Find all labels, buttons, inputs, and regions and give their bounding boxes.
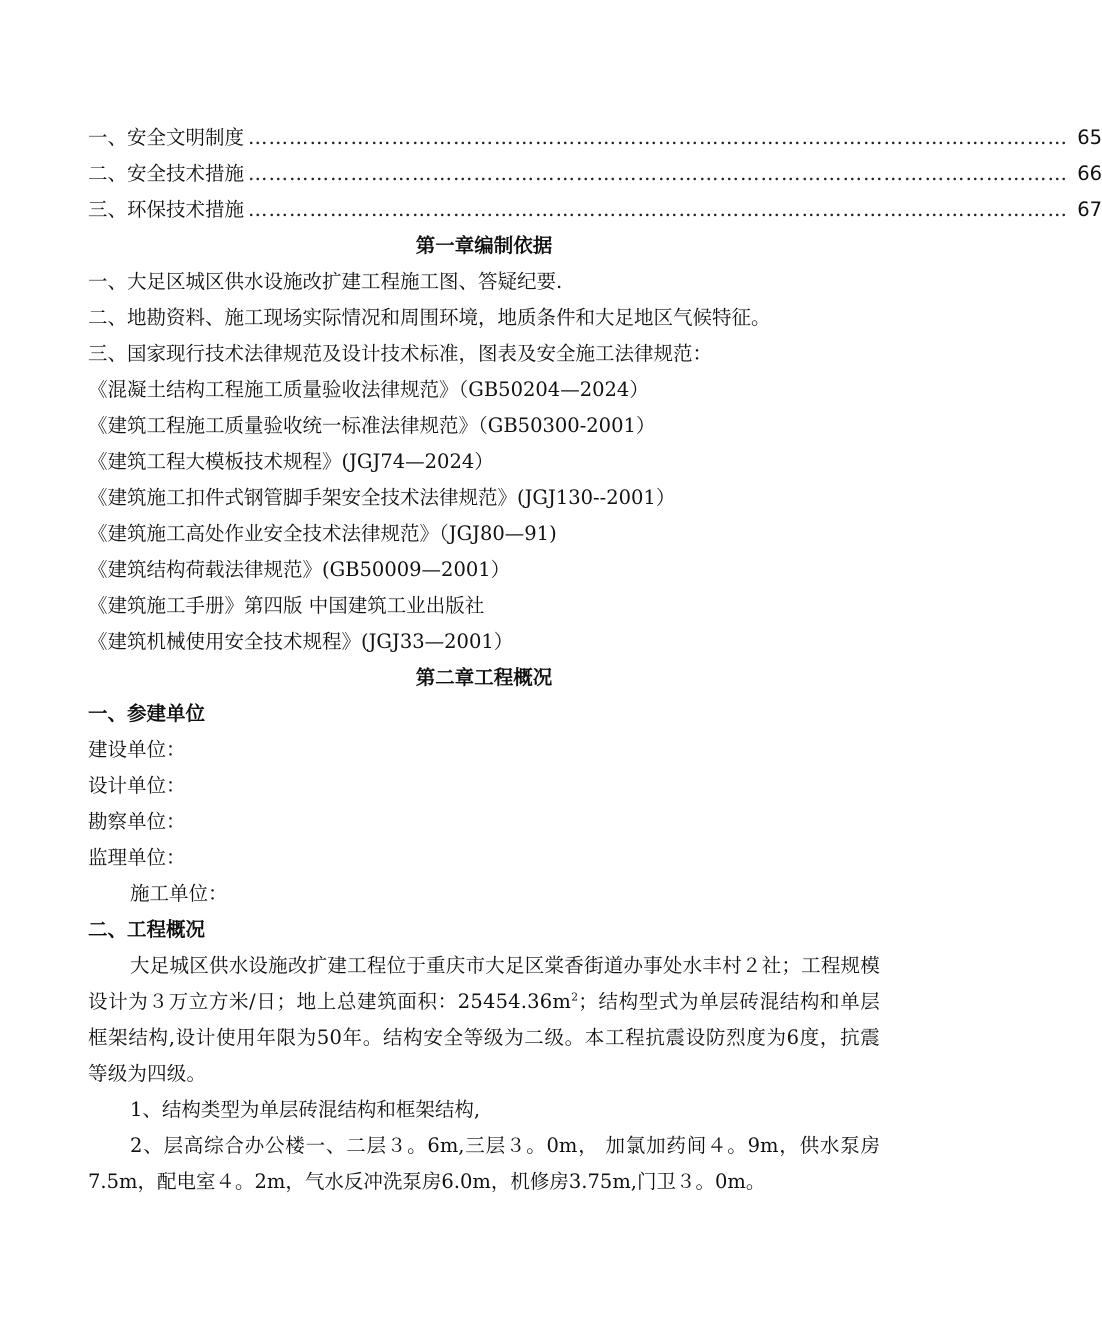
basis-item: 三、国家现行技术法律规范及设计技术标准，图表及安全施工法律规范： bbox=[88, 342, 713, 365]
toc-leader-dots: ………………………………………………………………………………………………………… bbox=[248, 162, 1069, 185]
toc-entry-title: 一、安全文明制度 bbox=[88, 126, 245, 149]
chapter-heading: 第二章工程概况 bbox=[415, 666, 553, 689]
chapter-heading: 第一章编制依据 bbox=[415, 234, 553, 257]
unit-label: 设计单位： bbox=[88, 774, 186, 797]
reference-standard: 《混凝土结构工程施工质量验收法律规范》（GB50204—2024） bbox=[88, 378, 649, 401]
basis-item: 一、大足区城区供水设施改扩建工程施工图、答疑纪要. bbox=[88, 270, 563, 293]
toc-leader-dots: ………………………………………………………………………………………………………… bbox=[248, 198, 1069, 221]
reference-standard: 《建筑工程大模板技术规程》(JGJ74—2024） bbox=[88, 450, 494, 473]
overview-text-b: ；结构型式为单层砖混结构和单层框架结构,设计使用年限为50年。结构安全等级为二级。本工程抗震设防烈度为6度，抗震等级为四级。 bbox=[88, 990, 880, 1085]
toc-entry-page: 67 bbox=[1077, 198, 1102, 221]
basis-item: 二、地勘资料、施工现场实际情况和周围环境，地质条件和大足地区气候特征。 bbox=[88, 306, 771, 329]
toc-entry[interactable] bbox=[88, 120, 1102, 156]
toc-entry-title: 三、环保技术措施 bbox=[88, 198, 245, 221]
toc-entry-page: 66 bbox=[1077, 162, 1102, 185]
reference-standard: 《建筑机械使用安全技术规程》(JGJ33—2001） bbox=[88, 630, 514, 653]
overview-paragraph bbox=[88, 948, 880, 1092]
overview-item: 1、结构类型为单层砖混结构和框架结构, bbox=[130, 1098, 481, 1121]
reference-standard: 《建筑施工高处作业安全技术法律规范》（JGJ80—91) bbox=[88, 522, 557, 545]
toc-entry[interactable] bbox=[88, 192, 1102, 228]
unit-label: 施工单位： bbox=[130, 882, 228, 905]
reference-standard: 《建筑工程施工质量验收统一标准法律规范》（GB50300-2001） bbox=[88, 414, 656, 437]
reference-standard: 《建筑结构荷载法律规范》(GB50009—2001） bbox=[88, 558, 511, 581]
toc-entry-title: 二、安全技术措施 bbox=[88, 162, 245, 185]
unit-label: 勘察单位： bbox=[88, 810, 186, 833]
reference-standard: 《建筑施工扣件式钢管脚手架安全技术法律规范》(JGJ130--2001） bbox=[88, 486, 676, 509]
toc-leader-dots: ………………………………………………………………………………………………………… bbox=[248, 126, 1069, 149]
area-unit-superscript: 2 bbox=[571, 990, 579, 1004]
section-heading: 二、工程概况 bbox=[88, 918, 206, 941]
unit-label: 建设单位： bbox=[88, 738, 186, 761]
document-page bbox=[88, 120, 1102, 1200]
toc-entry-page: 65 bbox=[1077, 126, 1102, 149]
overview-item: 2、层高综合办公楼一、二层３。6m,三层３。0m， 加氯加药间４。9m，供水泵房7.5m，配电室４。2m，气水反冲洗泵房6.0m，机修房3.75m,门卫３。0m。 bbox=[88, 1134, 880, 1193]
reference-standard: 《建筑施工手册》第四版 中国建筑工业出版社 bbox=[88, 594, 485, 617]
toc-entry[interactable] bbox=[88, 156, 1102, 192]
section-heading: 一、参建单位 bbox=[88, 702, 206, 725]
unit-label: 监理单位： bbox=[88, 846, 186, 869]
overview-text-a: 大足城区供水设施改扩建工程位于重庆市大足区棠香街道办事处水丰村２社；工程规模设计为３万立方米/日；地上总建筑面积：25454.36m bbox=[88, 954, 880, 1013]
